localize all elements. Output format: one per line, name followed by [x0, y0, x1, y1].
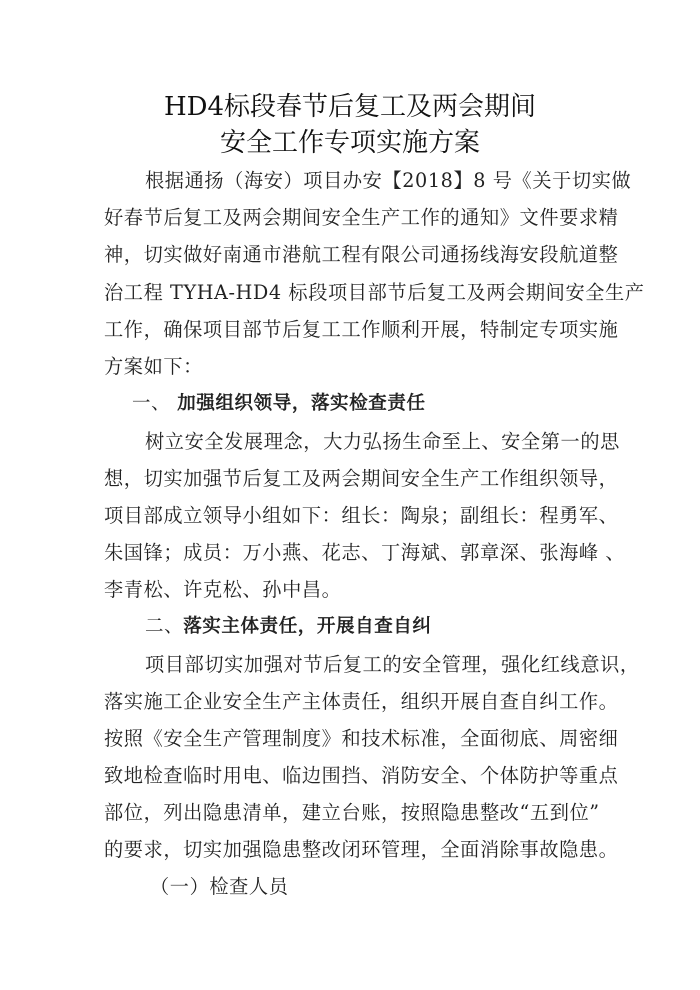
document-title-line-2: 安全工作专项实施方案	[219, 128, 480, 158]
intro-paragraph-line: 方案如下：	[104, 355, 203, 378]
intro-paragraph-line: 好春节后复工及两会期间安全生产工作的通知》文件要求精	[104, 206, 619, 229]
section-1-paragraph-line: 朱国锋；成员：万小燕、花志、丁海斌、郭章深、张海峰 、	[104, 541, 626, 564]
section-2-heading-text: 落实主体责任，开展自查自纠	[183, 616, 432, 637]
section-2-paragraph-line: 落实施工企业安全生产主体责任，组织开展自查自纠工作。	[104, 690, 619, 713]
section-1-paragraph-line: 项目部成立领导小组如下：组长：陶泉；副组长：程勇军、	[104, 504, 619, 527]
section-2-number: 二、	[145, 616, 184, 637]
document-title-line-1: HD4标段春节后复工及两会期间	[163, 92, 537, 122]
section-1-paragraph-line: 想，切实加强节后复工及两会期间安全生产工作组织领导，	[104, 467, 619, 490]
section-2-heading	[145, 612, 645, 638]
intro-paragraph-line: 根据通扬（海安）项目办安【2018】8 号《关于切实做	[145, 169, 632, 192]
section-1-paragraph-line: 李青松、许克松、孙中昌。	[104, 578, 342, 601]
intro-paragraph-line: 治工程 TYHA-HD4 标段项目部节后复工及两会期间安全生产	[104, 281, 645, 304]
section-1-heading	[132, 389, 632, 415]
intro-paragraph-line: 工作，确保项目部节后复工工作顺利开展，特制定专项实施	[104, 318, 619, 341]
section-2-paragraph-line: 按照《安全生产管理制度》和技术标准，全面彻底、周密细	[104, 727, 619, 750]
subsection-heading-inspection-personnel: （一）检查人员	[150, 875, 289, 898]
section-2-paragraph-line: 的要求，切实加强隐患整改闭环管理，全面消除事故隐患。	[104, 838, 619, 861]
section-2-paragraph-line: 致地检查临时用电、临边围挡、消防安全、个体防护等重点	[104, 764, 619, 787]
section-1-heading-text: 加强组织领导，落实检查责任	[177, 393, 426, 414]
section-2-paragraph-line: 项目部切实加强对节后复工的安全管理，强化红线意识，	[145, 653, 640, 676]
section-2-paragraph-line: 部位，列出隐患清单，建立台账，按照隐患整改“五到位”	[104, 801, 600, 824]
intro-paragraph-line: 神，切实做好南通市港航工程有限公司通扬线海安段航道整	[104, 243, 619, 266]
section-1-number: 一、	[132, 393, 171, 414]
section-1-paragraph-line: 树立安全发展理念，大力弘扬生命至上、安全第一的思	[145, 430, 620, 453]
